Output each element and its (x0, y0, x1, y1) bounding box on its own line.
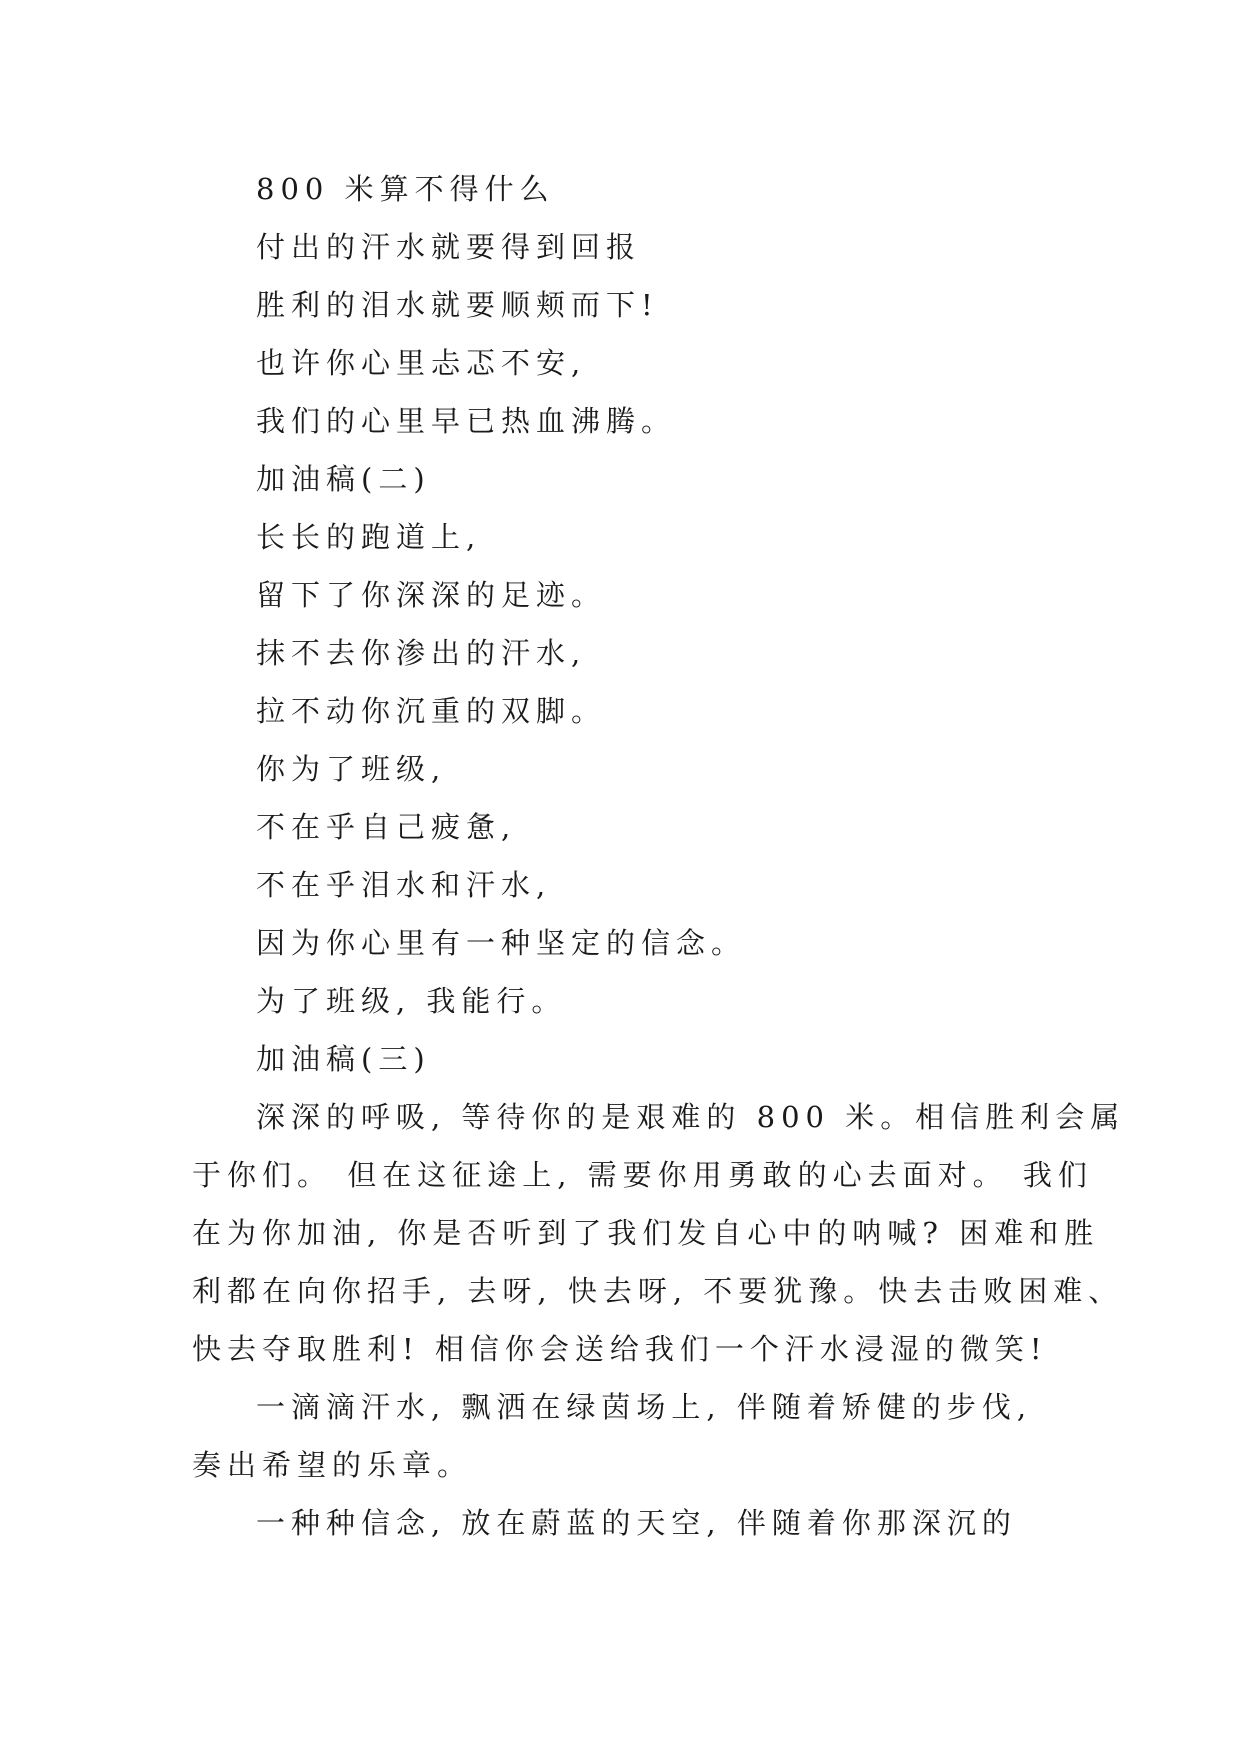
paragraph-line: 一种种信念, 放在蔚蓝的天空, 伴随着你那深沉的 (256, 1506, 1017, 1540)
paragraph (192, 1494, 1062, 1552)
poem-line: 为了班级, 我能行。 (256, 984, 567, 1018)
poem-line: 不在乎泪水和汗水, (256, 868, 552, 902)
paragraph-line: 于你们。 但在这征途上, 需要你用勇敢的心去面对。 我们 (192, 1158, 1093, 1192)
poem-line: 付出的汗水就要得到回报 (256, 230, 642, 264)
paragraph-line: 在为你加油, 你是否听到了我们发自心中的呐喊? 困难和胜 (192, 1216, 1100, 1250)
poem-line: 拉不动你沉重的双脚。 (256, 694, 607, 728)
section-heading: 加油稿(三) (256, 1042, 431, 1076)
paragraph-line: 一滴滴汗水, 飘洒在绿茵场上, 伴随着矫健的步伐, (256, 1390, 1033, 1424)
poem-line: 我们的心里早已热血沸腾。 (256, 404, 677, 438)
poem-line: 长长的跑道上, (256, 520, 482, 554)
paragraph-line: 深深的呼吸, 等待你的是艰难的 800 米。相信胜利会属 (256, 1100, 1126, 1134)
paragraph-line: 奏出希望的乐章。 (192, 1448, 473, 1482)
poem-line: 你为了班级, (256, 752, 447, 786)
document-body (192, 160, 1126, 1552)
poem-line: 800 米算不得什么 (256, 172, 555, 206)
paragraph-line: 利都在向你招手, 去呀, 快去呀, 不要犹豫。快去击败困难、 (192, 1274, 1124, 1308)
paragraph (192, 1378, 1062, 1494)
poem-line: 因为你心里有一种坚定的信念。 (256, 926, 747, 960)
poem-line: 不在乎自己疲惫, (256, 810, 517, 844)
paragraph-line: 快去夺取胜利! 相信你会送给我们一个汗水浸湿的微笑! (192, 1332, 1048, 1366)
poem-line: 也许你心里忐忑不安, (256, 346, 587, 380)
poem-line: 胜利的泪水就要顺颊而下! (256, 288, 659, 322)
poem-line: 抹不去你渗出的汗水, (256, 636, 587, 670)
section-heading: 加油稿(二) (256, 462, 431, 496)
poem-line: 留下了你深深的足迹。 (256, 578, 607, 612)
paragraph (192, 1088, 1126, 1378)
